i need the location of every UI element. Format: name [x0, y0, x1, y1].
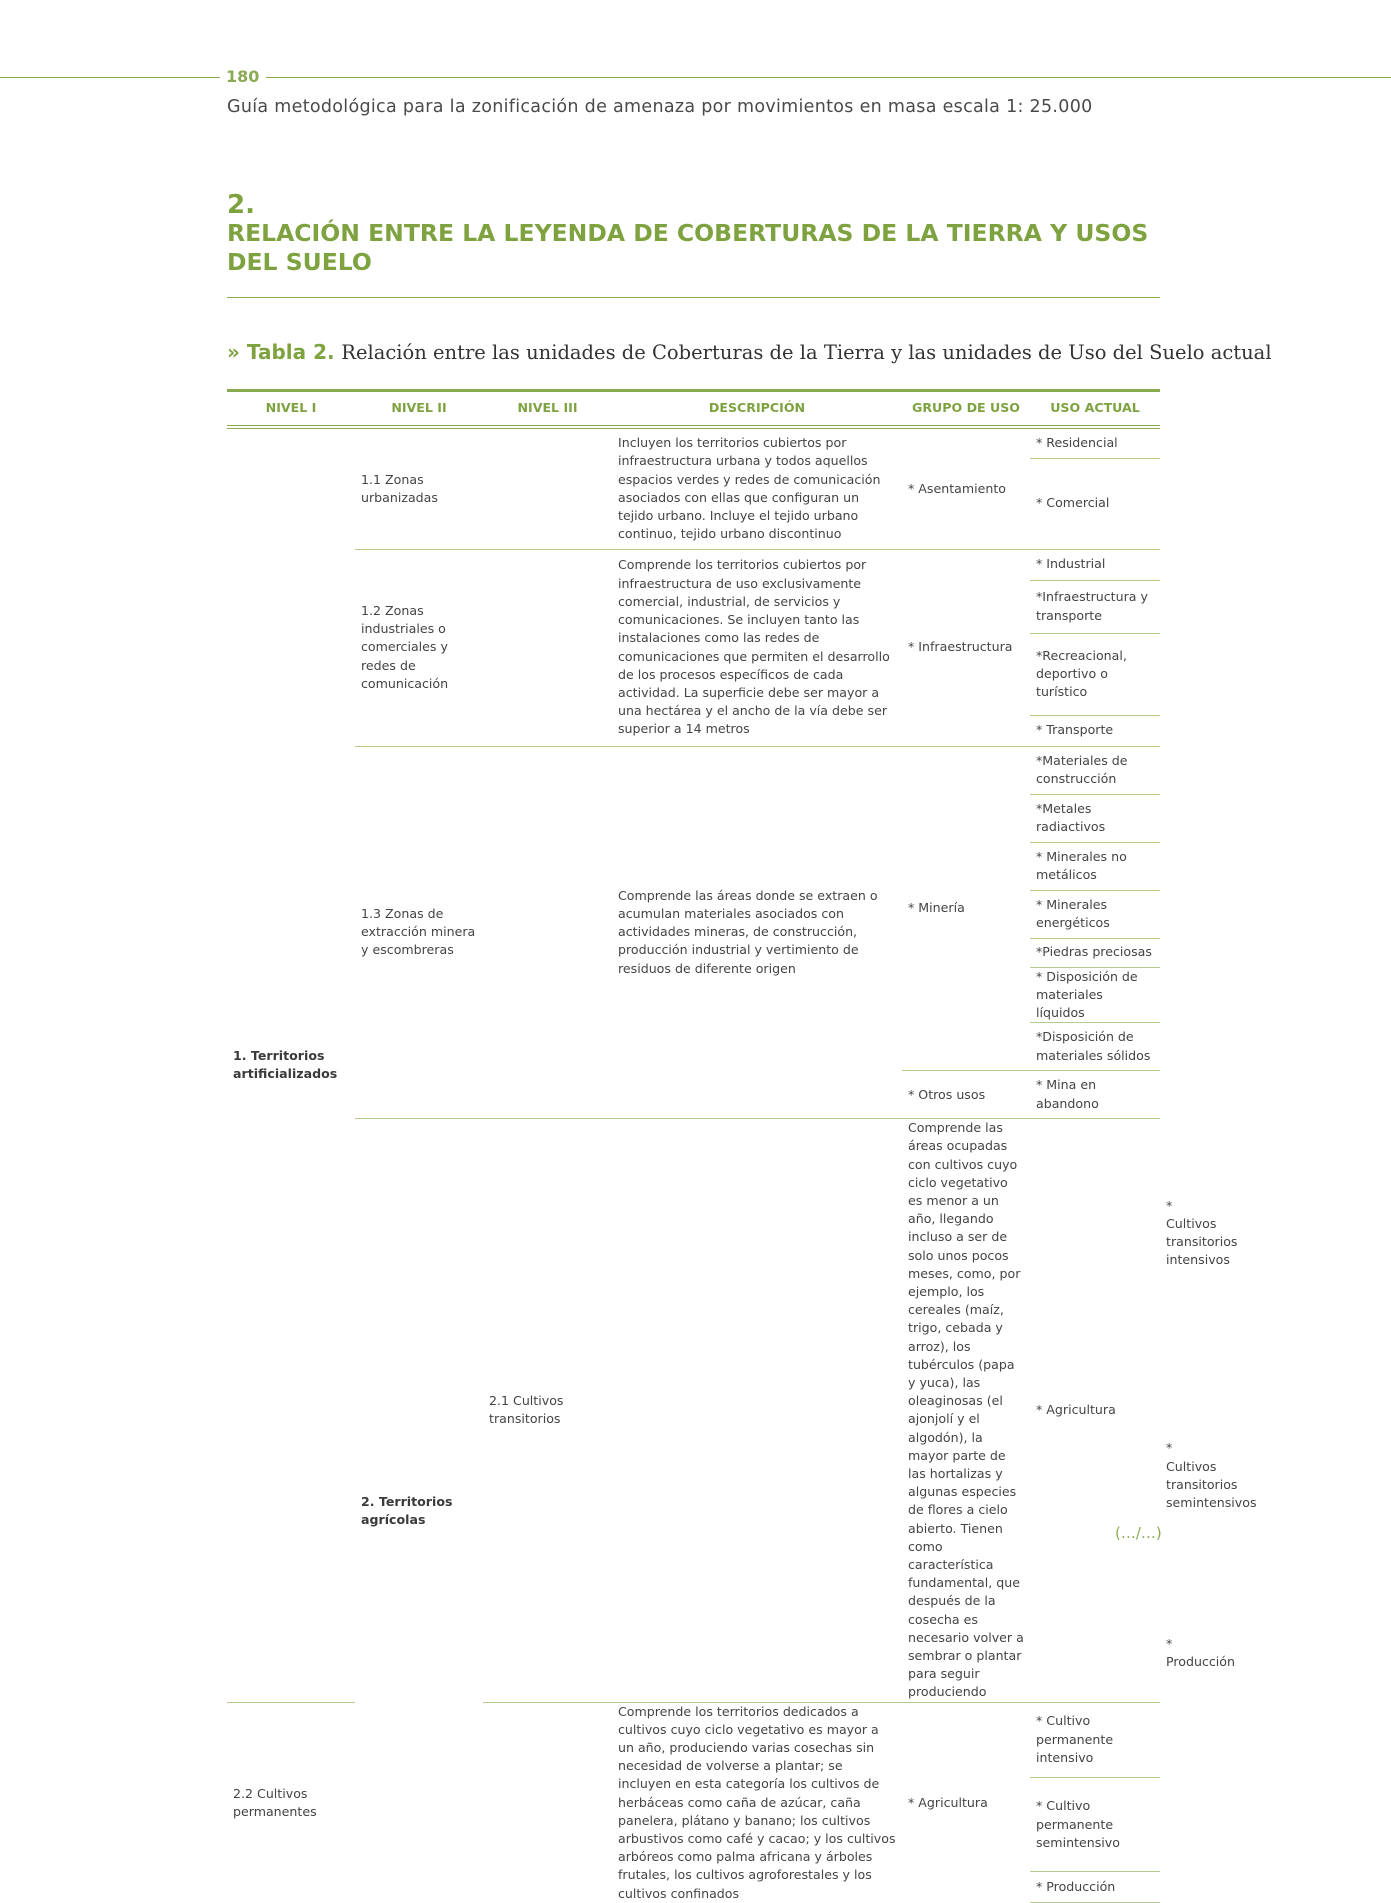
- nivel1-cell: 2. Territorios agrícolas: [355, 1119, 483, 1903]
- continuation-marker: (…/…): [1115, 1524, 1162, 1542]
- table-container: [227, 389, 1257, 1903]
- nivel2-cell: 1.1 Zonas urbanizadas: [361, 471, 438, 505]
- grupo-uso-cell: * Agricultura: [1030, 1119, 1160, 1703]
- header-rule-left: [0, 77, 220, 78]
- grupo-uso-cell: * Asentamiento: [908, 480, 1007, 496]
- uso-actual-cell: *Materiales de construcción: [1030, 746, 1160, 794]
- table-row: 2. Territorios agrícolas 2.1 Cultivos transitorios Comprende las áreas ocupadas con cultivos cuyo ciclo vegetativo es menor a un año, llegando incluso a ser de solo unos pocos meses, como, por ejemplo, los cereales (maíz, trigo, cebada y arroz), los tubérculos (papa y yuca), las oleaginosas (el ajonjolí y el algodón), la mayor parte de las hortalizas y algunas especies de flores a cielo abierto. Tienen como característica fundamental, que después de la cosecha es necesario volver a sembrar o plantar para seguir produciendo * Agricultura * Cultivos transitorios intensivos: [227, 1119, 1160, 1348]
- header-rule-right: [266, 77, 1391, 78]
- nivel3-cell: [483, 1702, 612, 1903]
- grupo-uso-cell: * Infraestructura: [902, 549, 1030, 746]
- nivel1-cell: 1. Territorios artificializados: [233, 1048, 338, 1082]
- table-caption-text: Relación entre las unidades de Coberturas de la Tierra y las unidades de Uso del Suelo actual: [341, 341, 1272, 364]
- table-row: [227, 549, 1160, 580]
- nivel3-cell: [612, 1119, 902, 1703]
- page-number: 180: [226, 67, 260, 86]
- uso-actual-cell: * Producción: [1030, 1872, 1160, 1903]
- header-uso-actual: USO ACTUAL: [1030, 391, 1160, 428]
- uso-actual-cell: * Comercial: [1030, 458, 1160, 549]
- descripcion-cell: Comprende las áreas donde se extraen o acumulan materiales asociados con actividades mineras, de construcción, producción industrial y vertimiento de residuos de diferente origen: [612, 746, 902, 1119]
- header-descripcion: DESCRIPCIÓN: [612, 391, 902, 428]
- table-row: * Cultivos transitorios semintensivos: [1166, 1440, 1257, 1510]
- uso-actual-cell: * Residencial: [1036, 435, 1118, 451]
- table-header-row: [227, 391, 1160, 428]
- uso-actual-cell: * Industrial: [1030, 549, 1160, 580]
- uso-actual-cell: *Infraestructura y transporte: [1030, 580, 1160, 633]
- table-caption: [227, 339, 1272, 366]
- header-grupo-uso: GRUPO DE USO: [902, 391, 1030, 428]
- table-caption-label: » Tabla 2.: [227, 340, 335, 364]
- section-title: RELACIÓN ENTRE LA LEYENDA DE COBERTURAS DE LA TIERRA Y USOS DEL SUELO: [227, 219, 1149, 276]
- uso-actual-cell: *Metales radiactivos: [1030, 794, 1160, 842]
- nivel2-cell: 2.1 Cultivos transitorios: [483, 1119, 612, 1703]
- uso-actual-cell: *Disposición de materiales sólidos: [1030, 1023, 1160, 1071]
- table-row: [227, 746, 1160, 794]
- uso-actual-cell: *Piedras preciosas: [1030, 938, 1160, 967]
- grupo-uso-cell: * Minería: [902, 746, 1030, 1071]
- land-cover-table: [227, 389, 1257, 1903]
- section-rule: [227, 297, 1160, 298]
- descripcion-cell: Comprende los territorios dedicados a cultivos cuyo ciclo vegetativo es mayor a un año, produciendo varias cosechas sin necesidad de volverse a plantar; se incluyen en esta categoría los cultivos de herbáceas como caña de azúcar, caña panelera, plátano y banano; los cultivos arbustivos como café y cacao; y los cultivos arbóreos como palma africana y árboles frutales, los cultivos agroforestales y los cultivos confinados: [612, 1702, 902, 1903]
- descripcion-cell: Comprende los territorios cubiertos por infraestructura de uso exclusivamente comercial, industrial, de servicios y comunicaciones. Se incluyen tanto las instalaciones como las redes de comunicaciones que permiten el desarrollo de los procesos específicos de cada actividad. La superficie debe ser mayor a una hectárea y el ancho de la vía debe ser superior a 14 metros: [612, 549, 902, 746]
- grupo-uso-cell: * Otros usos: [902, 1071, 1030, 1119]
- nivel3-cell: [483, 549, 612, 746]
- uso-actual-cell: * Minerales energéticos: [1030, 890, 1160, 938]
- descripcion-cell: Comprende las áreas ocupadas con cultivos cuyo ciclo vegetativo es menor a un año, llegando incluso a ser de solo unos pocos meses, como, por ejemplo, los cereales (maíz, trigo, cebada y arroz), los tubérculos (papa y yuca), las oleaginosas (el ajonjolí y el algodón), la mayor parte de las hortalizas y algunas especies de flores a cielo abierto. Tienen como característica fundamental, que después de la cosecha es necesario volver a sembrar o plantar para seguir produciendo: [902, 1119, 1030, 1703]
- uso-actual-cell: * Minerales no metálicos: [1030, 842, 1160, 890]
- uso-actual-cell: * Cultivo permanente intensivo: [1030, 1702, 1160, 1777]
- nivel2-cell: 1.2 Zonas industriales o comerciales y redes de comunicación: [355, 549, 483, 746]
- table-row: * Producción: [1166, 1635, 1235, 1670]
- running-head: Guía metodológica para la zonificación de amenaza por movimientos en masa escala 1: 25.000: [227, 97, 1093, 117]
- uso-actual-cell: * Disposición de materiales líquidos: [1030, 967, 1160, 1023]
- uso-actual-cell: * Transporte: [1030, 715, 1160, 746]
- uso-actual-cell: * Cultivo permanente semintensivo: [1030, 1777, 1160, 1872]
- table-row: [227, 427, 1160, 458]
- header-nivel-2: NIVEL II: [355, 391, 483, 428]
- section-number: 2.: [227, 190, 255, 220]
- nivel2-cell: 1.3 Zonas de extracción minera y escombreras: [355, 746, 483, 1119]
- nivel3-cell: [483, 427, 612, 549]
- nivel3-cell: [483, 746, 612, 1119]
- uso-actual-cell: * Mina en abandono: [1030, 1071, 1160, 1119]
- header-nivel-1: NIVEL I: [227, 391, 355, 428]
- uso-actual-cell: *Recreacional, deportivo o turístico: [1030, 633, 1160, 715]
- nivel2-cell: 2.2 Cultivos permanentes: [227, 1702, 355, 1903]
- grupo-uso-cell: * Agricultura: [902, 1702, 1030, 1903]
- header-nivel-3: NIVEL III: [483, 391, 612, 428]
- descripcion-cell: Incluyen los territorios cubiertos por infraestructura urbana y todos aquellos espacios verdes y redes de comunicación asociados con ellas que configuran un tejido urbano. Incluye el tejido urbano continuo, tejido urbano discontinuo: [618, 435, 881, 542]
